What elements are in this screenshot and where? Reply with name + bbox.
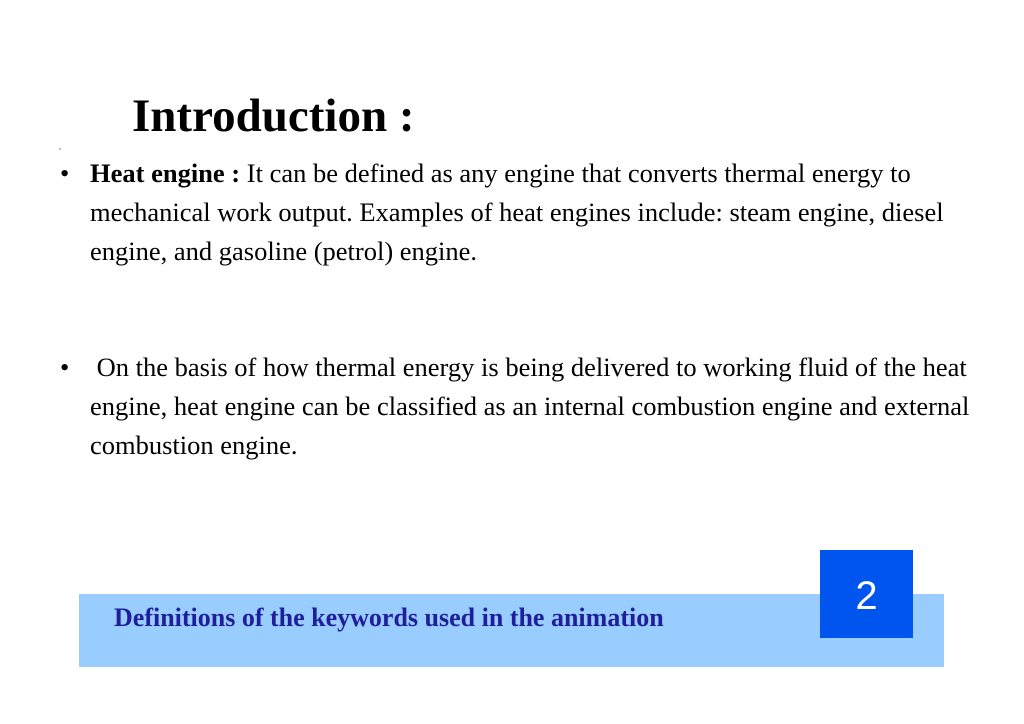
footer-caption: Definitions of the keywords used in the animation <box>114 603 664 632</box>
slide-title: Introduction : <box>132 90 415 142</box>
decorative-dot <box>59 148 61 150</box>
bullet-text <box>90 154 1010 271</box>
bullet-term: Heat engine : <box>90 158 247 188</box>
bullet-body: It can be defined as any engine that converts thermal energy to mechanical work output. Examples of heat engines include: steam engine, diesel engine, and gasoline (petrol) engine. <box>90 158 944 266</box>
bullet-item-classification <box>60 348 1010 468</box>
bullet-item-heat-engine <box>60 154 1010 314</box>
page-number: 2 <box>855 574 878 618</box>
bullet-marker: • <box>60 352 70 382</box>
bullet-body: On the basis of how thermal energy is being delivered to working fluid of the heat engine, heat engine can be classified as an internal combustion engine and external combustion engine. <box>90 352 976 460</box>
page-number-badge <box>820 550 913 638</box>
bullet-marker: • <box>60 158 70 188</box>
